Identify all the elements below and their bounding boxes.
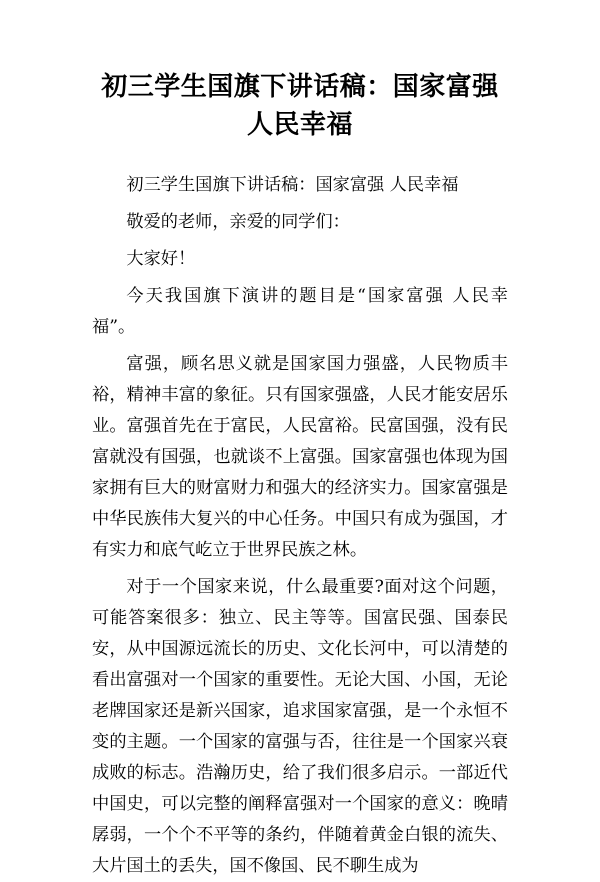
document-title: 初三学生国旗下讲话稿：国家富强人民幸福 [101, 72, 499, 140]
paragraph-salutation: 敬爱的老师，亲爱的同学们： [126, 212, 350, 232]
document-body [92, 170, 508, 882]
paragraph-greeting: 大家好！ [126, 249, 196, 269]
paragraph-prosperity: 富强，顾名思义就是国家国力强盛，人民物质丰裕，精神丰富的象征。只有国家强盛，人民才能安居乐业。富强首先在于富民，人民富裕。民富国强，没有民富就没有国强，也就谈不上富强。国家富强也体现为国家拥有巨大的财富财力和强大的经济实力。国家富强是中华民族伟大复兴的中心任务。中国只有成为强国，才有实力和底气屹立于世界民族之林。 [92, 354, 508, 560]
paragraph-topic: 今天我国旗下演讲的题目是“国家富强 人民幸福”。 [92, 286, 508, 337]
paragraph-history: 对于一个国家来说，什么最重要?面对这个问题，可能答案很多：独立、民主等等。国富民强、国泰民安，从中国源远流长的历史、文化长河中，可以清楚的看出富强对一个国家的重要性。无论大国、小国，无论老牌国家还是新兴国家，追求国家富强，是一个永恒不变的主题。一个国家的富强与否，往往是一个国家兴衰成败的标志。浩瀚历史，给了我们很多启示。一部近代中国史，可以完整的阐释富强对一个国家的意义：晚晴孱弱，一个个不平等的条约，伴随着黄金白银的流失、大片国土的丢失，国不像国、民不聊生成为 [92, 577, 508, 876]
paragraph-subtitle: 初三学生国旗下讲话稿：国家富强 人民幸福 [126, 175, 459, 195]
